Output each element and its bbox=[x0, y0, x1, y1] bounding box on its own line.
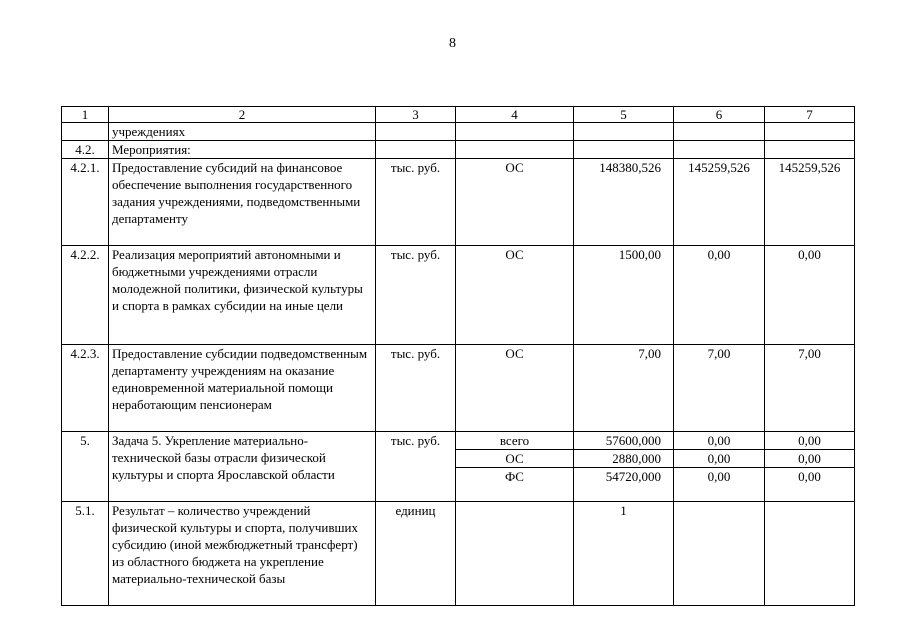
row-unit: тыс. руб. bbox=[376, 246, 456, 345]
table-row bbox=[62, 246, 855, 345]
row-unit: тыс. руб. bbox=[376, 159, 456, 246]
row-source: всего bbox=[456, 432, 574, 450]
row-number bbox=[62, 123, 109, 141]
row-value-7: 145259,526 bbox=[765, 159, 855, 246]
row-name: Предоставление субсидий на финансовое обеспечение выполнения государственного задания учреждениями, подведомственными департаменту bbox=[109, 159, 376, 246]
row-value-7 bbox=[765, 123, 855, 141]
row-value-6 bbox=[674, 502, 765, 606]
row-value-5 bbox=[574, 141, 674, 159]
row-value-7: 0,00 bbox=[765, 450, 855, 468]
table-row bbox=[62, 141, 855, 159]
row-value-7: 0,00 bbox=[765, 246, 855, 345]
column-header: 5 bbox=[574, 107, 674, 123]
row-value-7: 0,00 bbox=[765, 468, 855, 502]
row-value-6 bbox=[674, 141, 765, 159]
table-row bbox=[62, 159, 855, 246]
row-number: 4.2.3. bbox=[62, 345, 109, 432]
row-value-5 bbox=[574, 123, 674, 141]
row-source: ФС bbox=[456, 468, 574, 502]
row-number: 5.1. bbox=[62, 502, 109, 606]
row-value-5: 148380,526 bbox=[574, 159, 674, 246]
row-value-7 bbox=[765, 141, 855, 159]
row-source bbox=[456, 502, 574, 606]
column-header: 2 bbox=[109, 107, 376, 123]
column-header: 3 bbox=[376, 107, 456, 123]
row-name: Мероприятия: bbox=[109, 141, 376, 159]
row-value-5: 2880,000 bbox=[574, 450, 674, 468]
page-number: 8 bbox=[449, 36, 456, 51]
row-value-5: 1 bbox=[574, 502, 674, 606]
table-header-row bbox=[62, 107, 855, 123]
row-value-7: 0,00 bbox=[765, 432, 855, 450]
table-row bbox=[62, 502, 855, 606]
row-source: ОС bbox=[456, 345, 574, 432]
row-value-6: 0,00 bbox=[674, 246, 765, 345]
column-header: 6 bbox=[674, 107, 765, 123]
row-unit: тыс. руб. bbox=[376, 432, 456, 502]
row-unit: тыс. руб. bbox=[376, 345, 456, 432]
row-unit bbox=[376, 123, 456, 141]
row-source: ОС bbox=[456, 246, 574, 345]
row-unit: единиц bbox=[376, 502, 456, 606]
row-source: ОС bbox=[456, 159, 574, 246]
row-name: Реализация мероприятий автономными и бюджетными учреждениями отрасли молодежной политики, физической культуры и спорта в рамках субсидии на иные цели bbox=[109, 246, 376, 345]
row-value-6: 0,00 bbox=[674, 432, 765, 450]
row-name: учреждениях bbox=[109, 123, 376, 141]
row-number: 4.2.2. bbox=[62, 246, 109, 345]
row-value-6: 0,00 bbox=[674, 468, 765, 502]
data-table bbox=[61, 106, 855, 606]
row-unit bbox=[376, 141, 456, 159]
row-value-7 bbox=[765, 502, 855, 606]
table-row bbox=[62, 432, 855, 450]
table-row bbox=[62, 123, 855, 141]
row-name: Результат – количество учреждений физической культуры и спорта, получивших субсидию (иной межбюджетный трансферт) из областного бюджета на укрепление материально-технической базы bbox=[109, 502, 376, 606]
table-row bbox=[62, 345, 855, 432]
row-name: Задача 5. Укрепление материально-технической базы отрасли физической культуры и спорта Ярославской области bbox=[109, 432, 376, 502]
row-number: 5. bbox=[62, 432, 109, 502]
row-value-6 bbox=[674, 123, 765, 141]
row-value-5: 57600,000 bbox=[574, 432, 674, 450]
row-source bbox=[456, 123, 574, 141]
row-value-5: 1500,00 bbox=[574, 246, 674, 345]
row-value-6: 145259,526 bbox=[674, 159, 765, 246]
row-number: 4.2. bbox=[62, 141, 109, 159]
row-source: ОС bbox=[456, 450, 574, 468]
row-value-6: 7,00 bbox=[674, 345, 765, 432]
row-value-5: 54720,000 bbox=[574, 468, 674, 502]
row-number: 4.2.1. bbox=[62, 159, 109, 246]
row-value-7: 7,00 bbox=[765, 345, 855, 432]
row-name: Предоставление субсидии подведомственным департаменту учреждениям на оказание единовременной материальной помощи неработающим пенсионерам bbox=[109, 345, 376, 432]
column-header: 1 bbox=[62, 107, 109, 123]
row-source bbox=[456, 141, 574, 159]
column-header: 4 bbox=[456, 107, 574, 123]
row-value-5: 7,00 bbox=[574, 345, 674, 432]
column-header: 7 bbox=[765, 107, 855, 123]
row-value-6: 0,00 bbox=[674, 450, 765, 468]
